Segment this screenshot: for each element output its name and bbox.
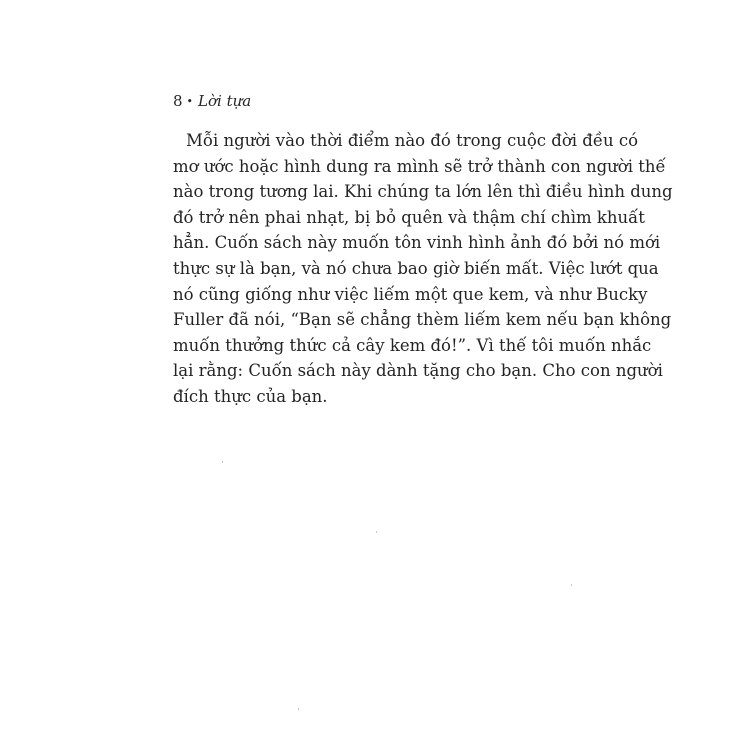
text-line: Mỗi người vào thời điểm nào đó trong cuộc đời đều có	[186, 131, 639, 150]
text-line: thực sự là bạn, và nó chưa bao giờ biến mất. Việc lướt qua	[173, 258, 659, 278]
text-line: hẳn. Cuốn sách này muốn tôn vinh hình ảnh đó bởi nó mới	[173, 233, 661, 253]
paper-speck	[376, 531, 377, 533]
text-line: nào trong tương lai. Khi chúng ta lớn lên thì điều hình dung	[173, 182, 673, 202]
text-line: nó cũng giống như việc liếm một que kem, và như Bucky	[173, 284, 648, 304]
paper-speck	[298, 708, 299, 710]
header-bullet: •	[186, 95, 194, 108]
paper-speck	[222, 461, 223, 463]
paper-speck	[571, 584, 572, 586]
text-line: Fuller đã nói, “Bạn sẽ chẳng thèm liếm kem nếu bạn không	[173, 310, 672, 330]
text-line: đó trở nên phai nhạt, bị bỏ quên và thậm chí chìm khuất	[173, 207, 645, 227]
running-head	[173, 91, 251, 113]
text-line: muốn thưởng thức cả cây kem đó!”. Vì thế tôi muốn nhắc	[173, 335, 652, 355]
preface-paragraph	[173, 128, 673, 410]
text-line: đích thực của bạn.	[173, 386, 328, 406]
page-number: 8	[173, 92, 183, 110]
text-line: lại rằng: Cuốn sách này dành tặng cho bạn. Cho con người	[173, 361, 663, 381]
section-title: Lời tựa	[198, 92, 252, 110]
text-line: mơ ước hoặc hình dung ra mình sẽ trở thành con người thế	[173, 156, 666, 176]
